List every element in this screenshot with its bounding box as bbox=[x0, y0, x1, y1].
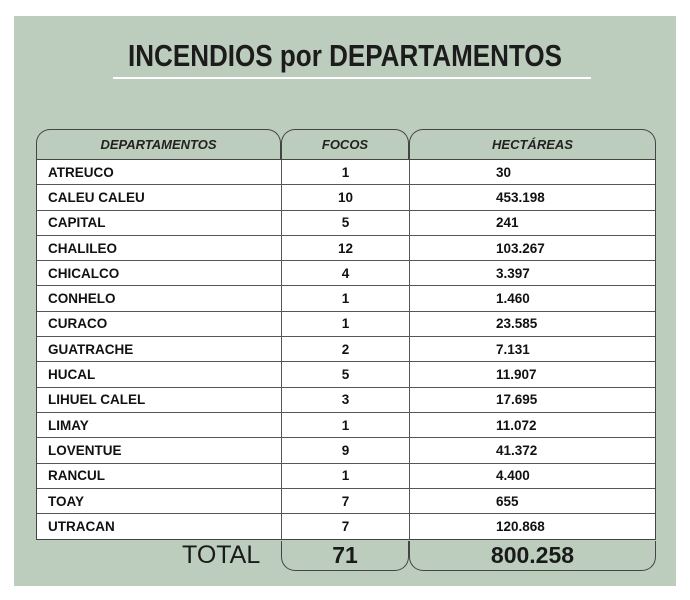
focos-cell: 9 bbox=[282, 438, 410, 462]
focos-cell: 1 bbox=[282, 160, 410, 184]
dept-cell: GUATRACHE bbox=[37, 337, 282, 361]
hectareas-cell: 17.695 bbox=[496, 392, 538, 408]
focos-cell: 7 bbox=[282, 489, 410, 513]
hectareas-cell: 120.868 bbox=[496, 519, 545, 535]
dept-cell: LIHUEL CALEL bbox=[37, 388, 282, 412]
dept-cell: ATREUCO bbox=[37, 160, 282, 184]
table-row bbox=[37, 185, 655, 210]
hectareas-cell: 3.397 bbox=[496, 265, 530, 281]
focos-cell: 1 bbox=[282, 286, 410, 310]
dept-cell: TOAY bbox=[37, 489, 282, 513]
header-departamentos: DEPARTAMENTOS bbox=[36, 129, 281, 159]
total-label: TOTAL bbox=[182, 541, 261, 569]
table-row bbox=[37, 489, 655, 514]
hectareas-cell: 453.198 bbox=[496, 189, 545, 205]
hectareas-cell: 11.907 bbox=[496, 367, 537, 383]
dept-cell: LOVENTUE bbox=[37, 438, 282, 462]
table-row bbox=[37, 514, 655, 539]
focos-cell: 1 bbox=[282, 464, 410, 488]
dept-cell: CHICALCO bbox=[37, 261, 282, 285]
focos-cell: 5 bbox=[282, 211, 410, 235]
focos-cell: 4 bbox=[282, 261, 410, 285]
hectareas-cell: 655 bbox=[496, 493, 519, 509]
table-row bbox=[37, 337, 655, 362]
page-title: INCENDIOS por DEPARTAMENTOS bbox=[127, 38, 563, 73]
table-row bbox=[37, 362, 655, 387]
hectareas-cell: 23.585 bbox=[496, 316, 538, 332]
hectareas-cell: 4.400 bbox=[496, 468, 530, 484]
fires-table bbox=[36, 159, 656, 540]
hectareas-cell: 11.072 bbox=[496, 417, 537, 433]
dept-cell: CAPITAL bbox=[37, 211, 282, 235]
focos-cell: 12 bbox=[282, 236, 410, 260]
table-row bbox=[37, 388, 655, 413]
dept-cell: CONHELO bbox=[37, 286, 282, 310]
hectareas-cell: 30 bbox=[496, 164, 512, 180]
total-hectareas: 800.258 bbox=[409, 541, 656, 571]
focos-cell: 10 bbox=[282, 185, 410, 209]
table-row bbox=[37, 438, 655, 463]
table-row bbox=[37, 160, 655, 185]
hectareas-cell: 103.267 bbox=[496, 240, 545, 256]
hectareas-cell: 41.372 bbox=[496, 442, 538, 458]
dept-cell: LIMAY bbox=[37, 413, 282, 437]
hectareas-cell: 241 bbox=[496, 215, 519, 231]
hectareas-cell: 1.460 bbox=[496, 291, 530, 307]
table-row bbox=[37, 236, 655, 261]
table-row bbox=[37, 413, 655, 438]
total-focos: 71 bbox=[281, 541, 409, 571]
focos-cell: 5 bbox=[282, 362, 410, 386]
dept-cell: CURACO bbox=[37, 312, 282, 336]
title-underline bbox=[113, 77, 591, 79]
dept-cell: UTRACAN bbox=[37, 514, 282, 539]
table-row bbox=[37, 211, 655, 236]
dept-cell: HUCAL bbox=[37, 362, 282, 386]
table-row bbox=[37, 261, 655, 286]
focos-cell: 1 bbox=[282, 312, 410, 336]
table-row bbox=[37, 464, 655, 489]
header-focos: FOCOS bbox=[281, 129, 409, 159]
infographic-panel bbox=[14, 16, 676, 586]
table-row bbox=[37, 286, 655, 311]
focos-cell: 7 bbox=[282, 514, 410, 539]
table-row bbox=[37, 312, 655, 337]
dept-cell: CHALILEO bbox=[37, 236, 282, 260]
hectareas-cell: 7.131 bbox=[496, 341, 530, 357]
focos-cell: 2 bbox=[282, 337, 410, 361]
dept-cell: RANCUL bbox=[37, 464, 282, 488]
dept-cell: CALEU CALEU bbox=[37, 185, 282, 209]
focos-cell: 3 bbox=[282, 388, 410, 412]
header-hectareas: HECTÁREAS bbox=[409, 129, 656, 159]
focos-cell: 1 bbox=[282, 413, 410, 437]
